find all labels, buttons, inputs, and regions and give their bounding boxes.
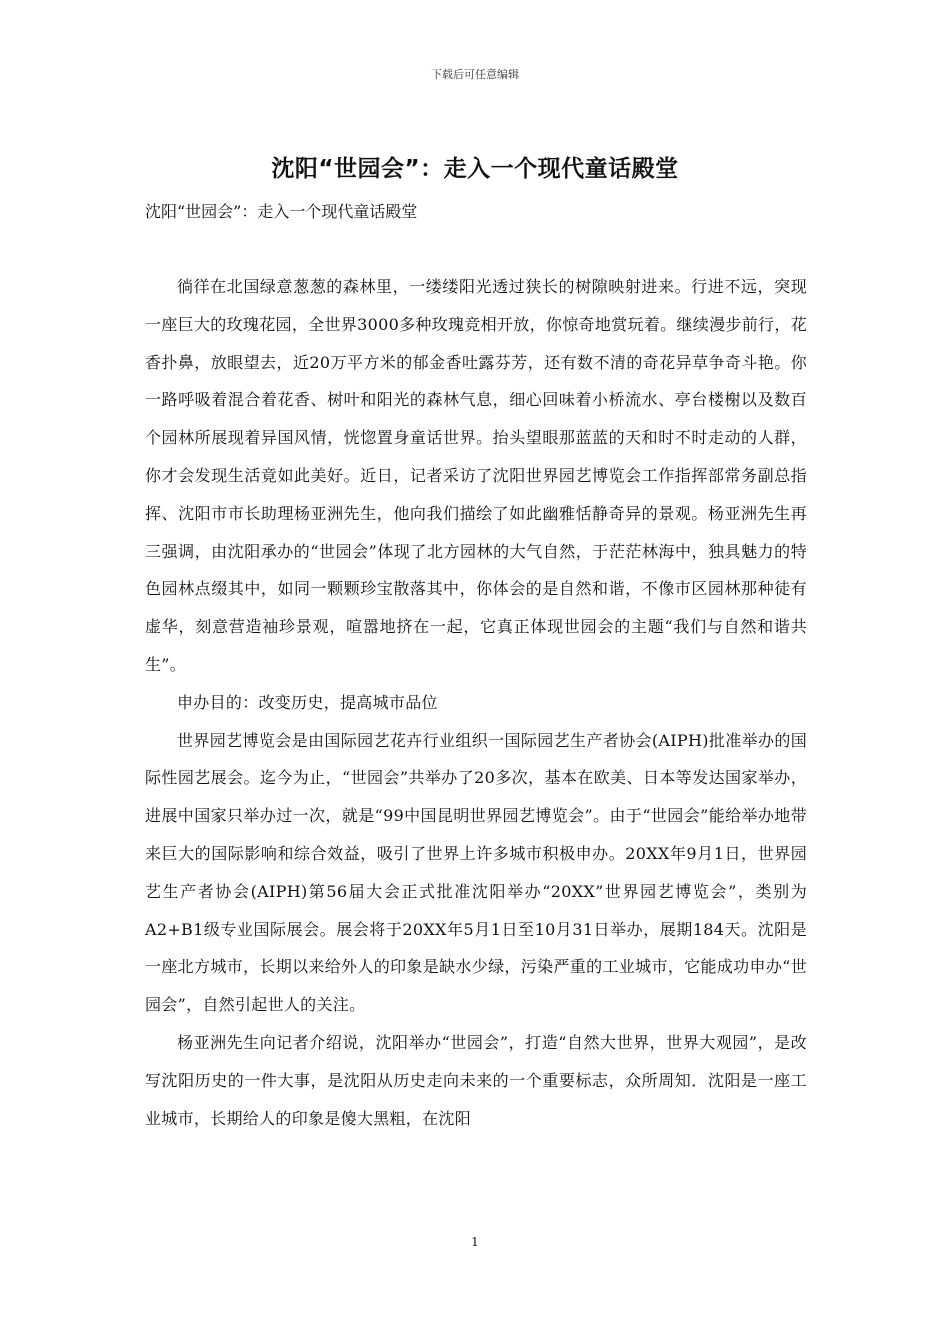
document-subtitle: 沈阳“世园会”：走入一个现代童话殿堂 [145, 202, 418, 221]
document-title: 沈阳“世园会”：走入一个现代童话殿堂 [271, 156, 679, 182]
header-note: 下载后可任意编辑 [431, 68, 519, 81]
page-number: 1 [471, 1235, 479, 1249]
document-body [145, 268, 807, 1137]
paragraph-significance: 杨亚洲先生向记者介绍说，沈阳举办“世园会”，打造“自然大世界，世界大观园”，是改写沈阳历史的一件大事，是沈阳从历史走向未来的一个重要标志，众所周知．沈阳是一座工业城市，长期给人的印象是傻大黑粗，在沈阳 [145, 1032, 807, 1128]
paragraph-background: 世界园艺博览会是由国际园艺花卉行业组织一国际园艺生产者协会(AIPH)批准举办的国际性园艺展会。迄今为止，“世园会”共举办了20多次，基本在欧美、日本等发达国家举办，进展中国家只举办过一次，就是“99中国昆明世界园艺博览会”。由于“世园会”能给举办地带来巨大的国际影响和综合效益，吸引了世界上许多城市积极申办。20XX年9月1日，世界园艺生产者协会(AIPH)第56届大会正式批准沈阳举办“20XX”世界园艺博览会”，类别为A2+B1级专业国际展会。展会将于20XX年5月1日至10月31日举办，展期184天。沈阳是一座北方城市，长期以来给外人的印象是缺水少绿，污染严重的工业城市，它能成功申办“世园会”，自然引起世人的关注。 [145, 730, 807, 1015]
paragraph-section-heading: 申办目的：改变历史，提高城市品位 [177, 692, 438, 712]
paragraph-intro: 徜徉在北国绿意葱葱的森林里，一缕缕阳光透过狭长的树隙映射进来。行进不远，突现一座巨大的玫瑰花园，全世界3000多种玫瑰竞相开放，你惊奇地赏玩着。继续漫步前行，花香扑鼻，放眼望去，近20万平方米的郁金香吐露芬芳，还有数不清的奇花异草争奇斗艳。你一路呼吸着混合着花香、树叶和阳光的森林气息，细心回味着小桥流水、亭台楼榭以及数百个园林所展现着异国风情，恍惚置身童话世界。抬头望眼那蓝蓝的天和时不时走动的人群，你才会发现生活竟如此美好。近日，记者采访了沈阳世界园艺博览会工作指挥部常务副总指挥、沈阳市市长助理杨亚洲先生，他向我们描绘了如此幽雅恬静奇异的景观。杨亚洲先生再三强调，由沈阳承办的“世园会”体现了北方园林的大气自然，于茫茫林海中，独具魅力的特色园林点缀其中，如同一颗颗珍宝散落其中，你体会的是自然和谐，不像市区园林那种徒有虚华，刻意营造袖珍景观，喧嚣地挤在一起，它真正体现世园会的主题“我们与自然和谐共生”。 [145, 277, 807, 674]
